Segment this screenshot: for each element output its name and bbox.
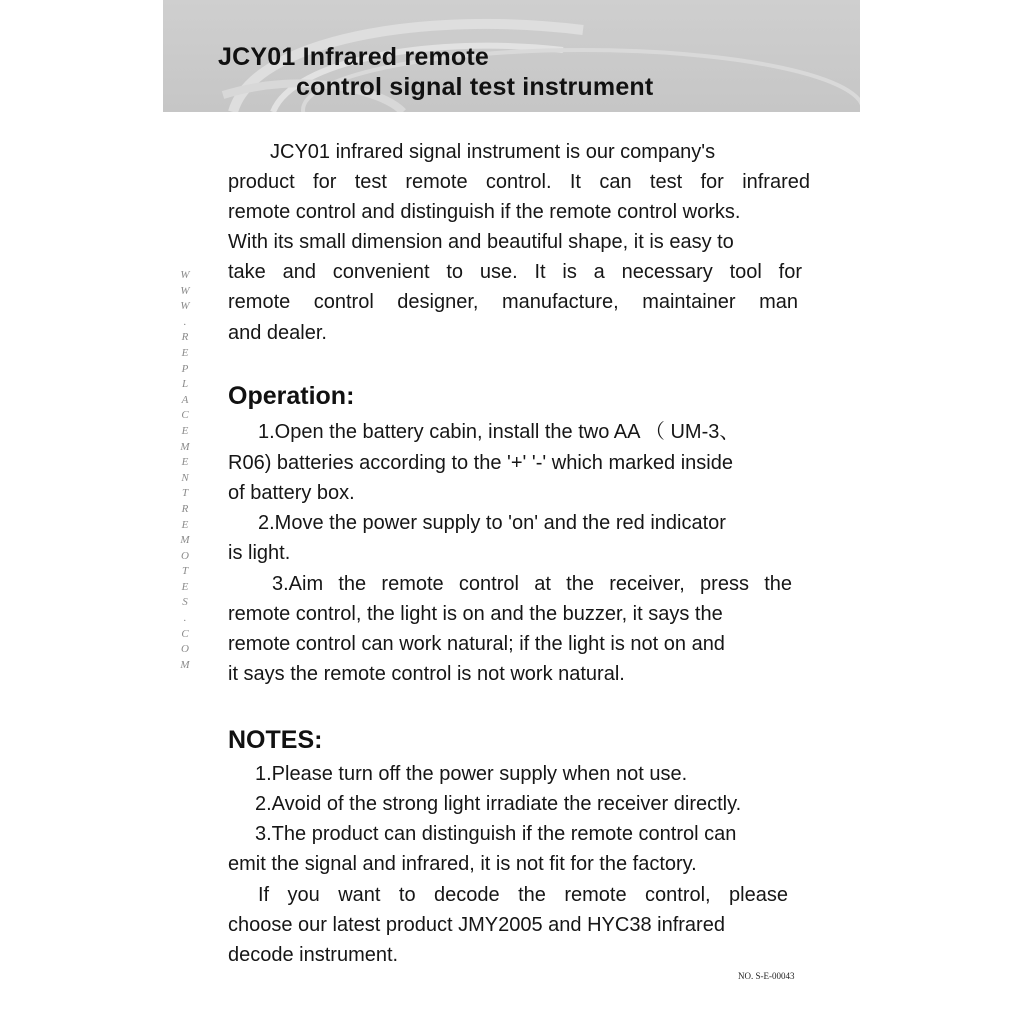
operation-line: 2.Move the power supply to 'on' and the red indicator — [258, 512, 726, 534]
operation-line: R06) batteries according to the '+' '-' which marked inside — [228, 452, 733, 474]
intro-line: product for test remote control. It can test for infrared — [228, 171, 810, 193]
intro-line: remote control and distinguish if the remote control works. — [228, 201, 741, 223]
operation-line: remote control can work natural; if the light is not on and — [228, 633, 725, 655]
document-number: NO. S-E-00043 — [738, 971, 795, 981]
notes-line: choose our latest product JMY2005 and HYC38 infrared — [228, 914, 725, 936]
notes-line: If you want to decode the remote control, please — [258, 884, 788, 906]
notes-line: 3.The product can distinguish if the remote control can — [255, 823, 737, 845]
intro-line: JCY01 infrared signal instrument is our company's — [270, 141, 716, 163]
operation-line: 1.Open the battery cabin, install the two AA （ UM-3、 — [258, 421, 740, 443]
notes-line: decode instrument. — [228, 944, 399, 966]
notes-line: 2.Avoid of the strong light irradiate the receiver directly. — [255, 793, 742, 815]
notes-heading: NOTES: — [228, 726, 323, 754]
notes-line: emit the signal and infrared, it is not fit for the factory. — [228, 853, 697, 875]
operation-line: is light. — [228, 542, 291, 564]
side-watermark: W W W . R E P L A C E M E N T R E M O T E S . C O M — [180, 269, 190, 671]
operation-line: remote control, the light is on and the buzzer, it says the — [228, 603, 723, 625]
notes-line: 1.Please turn off the power supply when not use. — [255, 763, 688, 785]
operation-heading: Operation: — [228, 382, 355, 410]
operation-line: it says the remote control is not work natural. — [228, 663, 625, 685]
document-title-line-2: control signal test instrument — [296, 73, 654, 101]
header-band — [163, 0, 860, 112]
operation-line: of battery box. — [228, 482, 355, 504]
intro-line: remote control designer, manufacture, maintainer man — [228, 291, 798, 313]
operation-line: 3.Aim the remote control at the receiver, press the — [272, 573, 792, 595]
document-title-line-1: JCY01 Infrared remote — [218, 43, 489, 71]
intro-line: With its small dimension and beautiful shape, it is easy to — [228, 231, 734, 253]
intro-line: and dealer. — [228, 322, 327, 344]
intro-line: take and convenient to use. It is a necessary tool for — [228, 261, 802, 283]
